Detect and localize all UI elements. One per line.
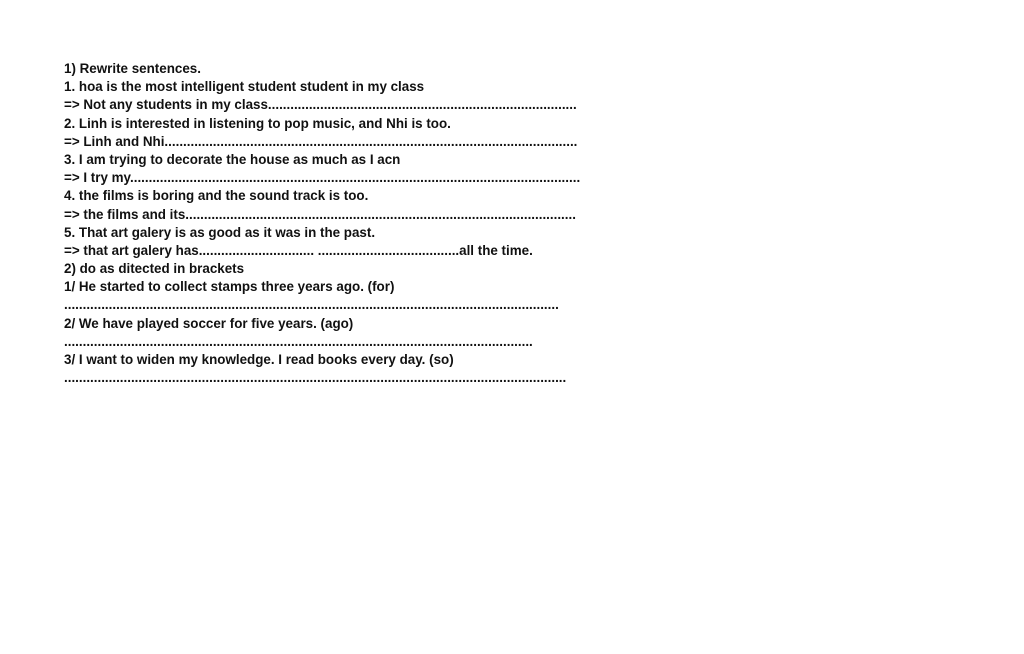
exercise-2: 2/ We have played soccer for five years. (ago): [64, 315, 354, 331]
question-1: 1. hoa is the most intelligent student student in my class: [64, 79, 425, 95]
answer-4: => the films and its.........................................................................................................: [64, 206, 576, 222]
worksheet: [64, 60, 684, 387]
answer-2: => Linh and Nhi...............................................................................................................: [64, 133, 578, 149]
answer-1: => Not any students in my class...................................................................................: [64, 97, 577, 113]
exercise-1: 1/ He started to collect stamps three years ago. (for): [64, 279, 395, 295]
section-1-heading: 1) Rewrite sentences.: [64, 61, 201, 76]
question-5: 5. That art galery is as good as it was in the past.: [64, 224, 376, 240]
answer-line-3: .......................................................................................................................................: [64, 370, 567, 386]
question-4: 4. the films is boring and the sound track is too.: [64, 188, 369, 204]
answer-5: => that art galery has............................... ......................................all the time.: [64, 242, 533, 258]
exercise-3: 3/ I want to widen my knowledge. I read books every day. (so): [64, 352, 454, 367]
question-3: 3. I am trying to decorate the house as much as I acn: [64, 151, 401, 167]
answer-line-2: ..............................................................................................................................: [64, 333, 533, 349]
section-2-heading: 2) do as ditected in brackets: [64, 261, 245, 277]
answer-line-1: .....................................................................................................................................: [64, 297, 559, 313]
question-2: 2. Linh is interested in listening to pop music, and Nhi is too.: [64, 115, 451, 131]
answer-3: => I try my.........................................................................................................................: [64, 170, 581, 186]
